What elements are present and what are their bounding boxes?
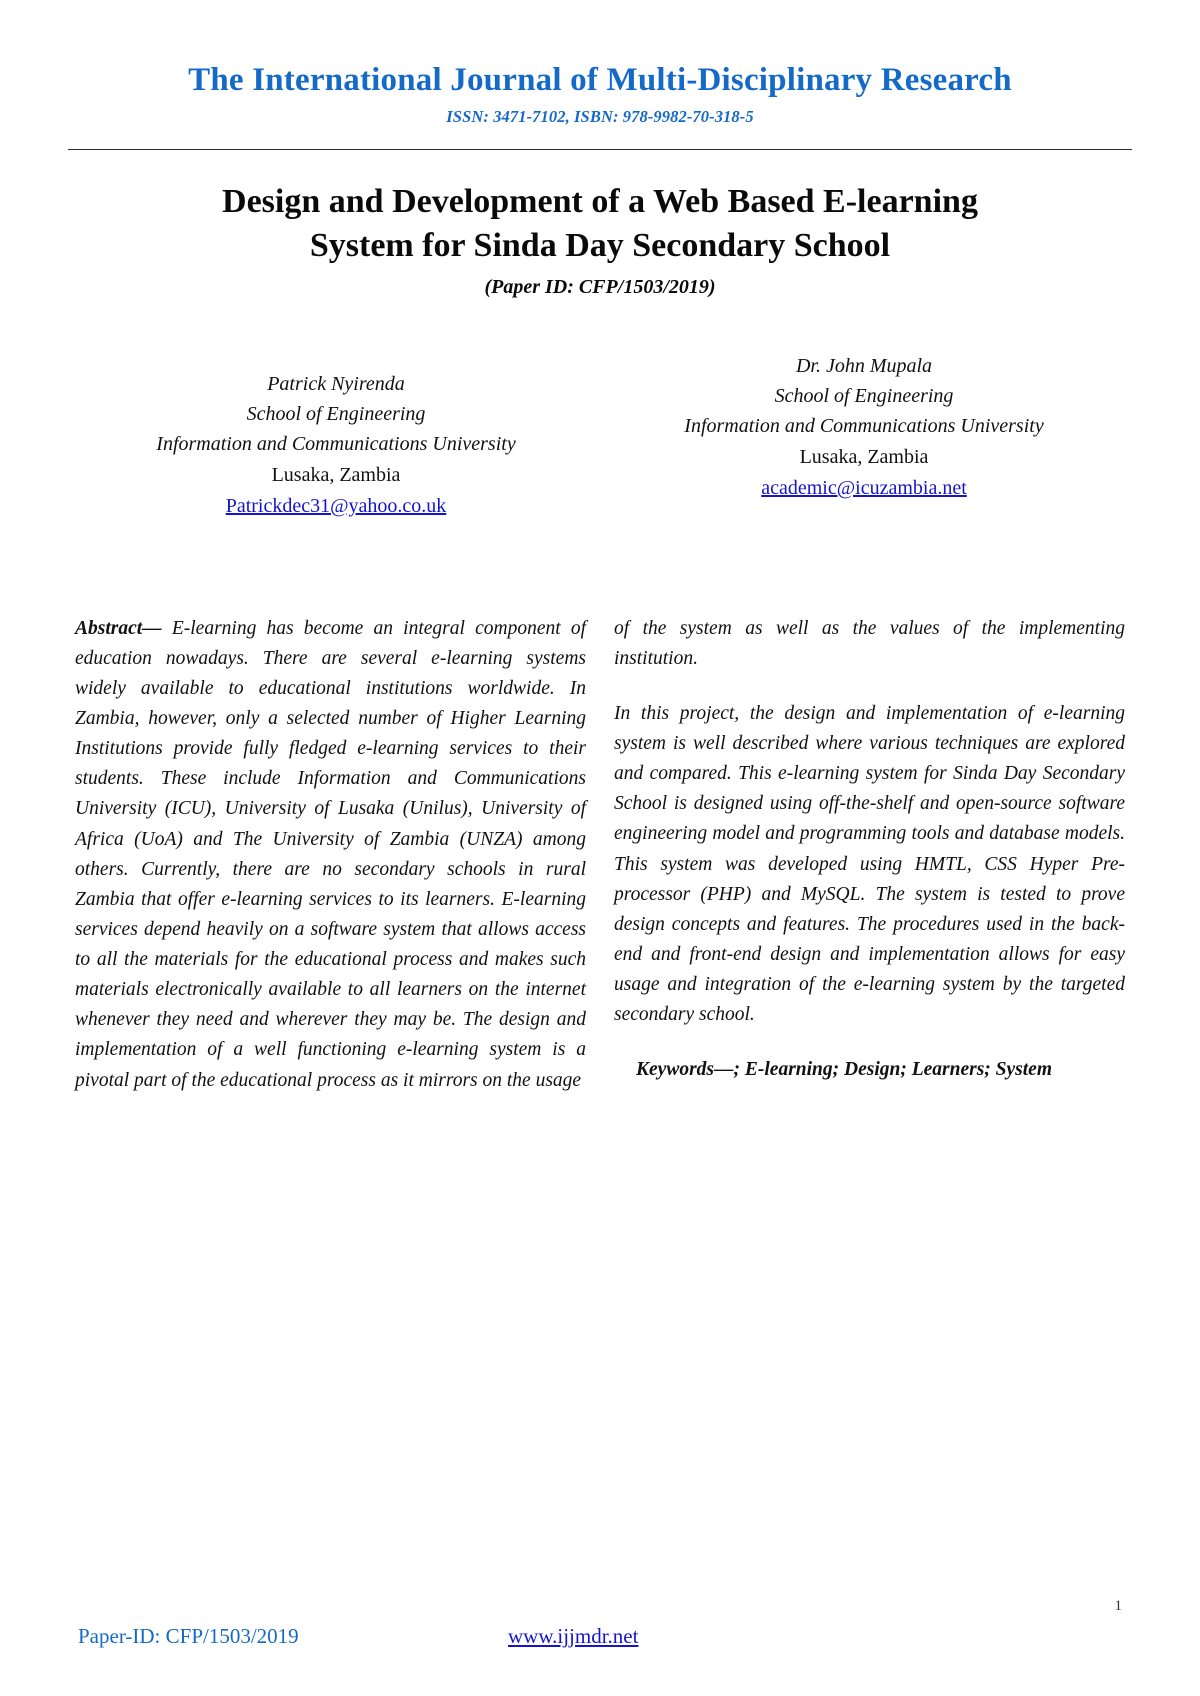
footer-paper-id: Paper-ID: CFP/1503/2019	[78, 1624, 299, 1648]
author-block	[0, 351, 1200, 522]
keywords-line	[614, 1055, 1125, 1085]
abstract-column-right	[614, 614, 1125, 1096]
author-organization: Information and Communications University	[156, 433, 516, 456]
author-name: Dr. John Mupala	[795, 354, 933, 377]
abstract-paragraph-right: In this project, the design and implementation of e-learning system is well described where various techniques are explored and compared. This e-learning system for Sinda Day Secondary School is designed using off-the-shelf and open-source software engineering model and programming tools and database models. This system was developed using HMTL, CSS Hyper Pre-processor (PHP) and MySQL. The system is tested to prove design concepts and features. The procedures used in the back-end and front-end design and implementation allows for easy usage and integration of the e-learning system by the targeted secondary school.	[614, 702, 1125, 1026]
author-department: School of Engineering	[246, 403, 426, 426]
page-footer	[78, 1624, 1122, 1649]
author-email-link[interactable]: Patrickdec31@yahoo.co.uk	[225, 495, 447, 518]
abstract-label: Abstract—	[75, 617, 162, 639]
journal-issn-isbn: ISSN: 3471-7102, ISBN: 978-9982-70-318-5	[446, 107, 754, 127]
author-organization: Information and Communications University	[684, 415, 1044, 438]
abstract-continuation: of the system as well as the values of the implementing institution.	[614, 617, 1125, 669]
page-number: 1	[1114, 1598, 1122, 1614]
paper-title-line-2: System for Sinda Day Secondary School	[309, 227, 891, 265]
author-city: Lusaka, Zambia	[271, 463, 401, 486]
abstract-body	[0, 614, 1200, 1096]
author-entry-2	[600, 351, 1128, 522]
author-name: Patrick Nyirenda	[267, 372, 405, 395]
abstract-column-left	[75, 614, 586, 1096]
keywords-label: Keywords—;	[636, 1059, 740, 1081]
page-title	[0, 180, 1200, 268]
footer-website-link[interactable]: www.ijjmdr.net	[508, 1624, 639, 1648]
author-department: School of Engineering	[774, 385, 954, 408]
author-city: Lusaka, Zambia	[799, 445, 929, 468]
author-email-link[interactable]: academic@icuzambia.net	[761, 477, 967, 500]
author-entry-1	[72, 351, 600, 522]
keywords-terms: E-learning; Design; Learners; System	[740, 1059, 1052, 1081]
paper-title-line-1: Design and Development of a Web Based E-learning	[222, 183, 978, 221]
abstract-paragraph-left	[75, 614, 586, 1096]
abstract-text: E-learning has become an integral component of education nowadays. There are several e-learning systems widely available to educational institutions worldwide. In Zambia, however, only a selected number of Higher Learning Institutions provide fully fledged e-learning services to their students. These include Information and Communications University (ICU), University of Lusaka (Unilus), University of Africa (UoA) and The University of Zambia (UNZA) among others. Currently, there are no secondary schools in rural Zambia that offer e-learning services to its learners. E-learning services depend heavily on a software system that allows access to all the materials for the educational process and makes such materials electronically available to all learners on the internet whenever they need and wherever they may be. The design and implementation of a well functioning e-learning system is a pivotal part of the educational process as it mirrors on the usage	[75, 617, 586, 1091]
journal-title: The International Journal of Multi-Disciplinary Research	[188, 62, 1012, 98]
journal-header	[0, 0, 1200, 127]
header-divider	[68, 149, 1132, 150]
paper-id-label: (Paper ID: CFP/1503/2019)	[484, 275, 716, 298]
